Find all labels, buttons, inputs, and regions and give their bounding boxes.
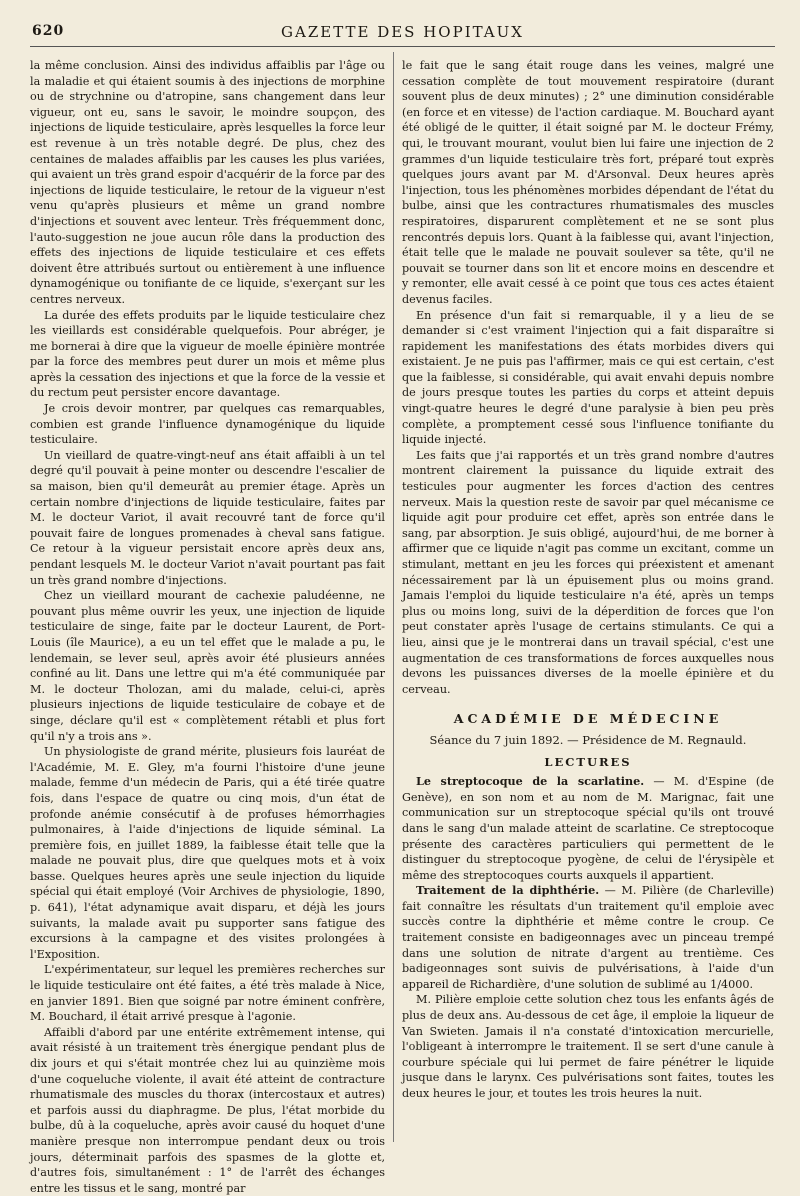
left-column [30,58,385,1196]
paragraph: Un vieillard de quatre-vingt-neuf ans était affaibli à un tel degré qu'il pouvait à peine monter ou descendre l'escalier de sa maison, bien qu'il demeurât au premier étage. Après un certain nombre d'injections de liquide testiculaire, faites par M. le docteur Variot, il avait recouvré tant de force qu'il pouvait faire de longues promenades à cheval sans fatigue. Ce retour à la vigueur persistait encore après deux ans, pendant lesquels M. le docteur Variot n'avait pourtant pas fait un très grand nombre d'injections. [30,448,385,587]
paragraph: Affaibli d'abord par une entérite extrêmement intense, qui avait résisté à un traitement très énergique pendant plus de dix jours et qui s'était montrée chez lui au quinzième mois d'une coqueluche violente, il avait été atteint de contracture rhumatismale des muscles du thorax (intercostaux et autres) et parfois aussi du diaphragme. De plus, l'état morbide du bulbe, dû à la coqueluche, après avoir causé du hoquet d'une manière presque non interrompue pendant deux ou trois jours, déterminait parfois des spasmes de la glotte et, d'autres fois, simultanément : 1° de l'arrêt des échanges entre les tissus et le sang, montré par [30,1025,385,1195]
lecture-paragraph [402,774,774,883]
paragraph: Je crois devoir montrer, par quelques cas remarquables, combien est grande l'influence dynamogénique du liquide testiculaire. [30,402,385,447]
paragraph: Chez un vieillard mourant de cachexie paludéenne, ne pouvant plus même ouvrir les yeux, une injection de liquide testiculaire de singe, faite par le docteur Laurent, de Port-Louis (île Maurice), a eu un tel effet que le malade a pu, le lendemain, se lever seul, après avoir été plusieurs années confiné au lit. Dans une lettre qui m'a été communiquée par M. le docteur Tholozan, ami du malade, celui-ci, après plusieurs injections de liquide testiculaire de cobaye et de singe, déclare qu'il est « complètement rétabli et plus fort qu'il n'y a trois ans ». [30,589,385,743]
session-line: Séance du 7 juin 1892. — Présidence de M. Regnauld. [429,732,747,747]
lecture-title: Traitement de la diphthérie. [416,883,600,898]
page-header [30,20,775,47]
column-divider [393,52,394,1142]
lecture-paragraph [402,883,774,992]
paragraph: Les faits que j'ai rapportés et un très grand nombre d'autres montrent clairement la puissance du liquide extrait des testicules pour augmenter les forces d'action des centres nerveux. Mais la question reste de savoir par quel mécanisme ce liquide agit pour produire cet effet, après son entrée dans le sang, par absorption. Je suis obligé, aujourd'hui, de me borner à affirmer que ce liquide n'agit pas comme un excitant, comme un stimulant, mettant en jeu les forces qui préexistent et amenant nécessairement par là un épuisement plus ou moins grand. Jamais l'emploi du liquide testiculaire n'a été, après un temps plus ou moins long, suivi de la déperdition de forces que l'on peut constater après l'usage de certains stimulants. Ce qui a lieu, ainsi que je le montrerai dans un travail spécial, c'est une augmentation de ces transformations de forces auxquelles nous devons les puissances diverses de la moelle épinière et du cerveau. [402,448,774,696]
lectures-heading: LECTURES [544,754,632,769]
paragraph: Un physiologiste de grand mérite, plusieurs fois lauréat de l'Académie, M. E. Gley, m'a fourni l'histoire d'une jeune malade, femme d'un médecin de Paris, qui a été tirée quatre fois, dans l'espace de quatre ou cinq mois, d'un état de profonde anémie consécutif à de profuses hémorrhagies pulmonaires, à l'aide d'injections de liquide séminal. La première fois, en juillet 1889, la faiblesse était telle que la malade ne pouvait plus, dire que quelques mots et à voix basse. Quelques heures après une seule injection du liquide spécial qui était employé (Voir Archives de physiologie, 1890, p. 641), l'état adynamique avait disparu, et déjà les jours suivants, la malade avait pu supporter sans fatigue des excursions à la campagne et des visites prolongées à l'Exposition. [30,745,385,961]
journal-title: GAZETTE DES HOPITAUX [281,23,524,41]
paragraph: le fait que le sang était rouge dans les veines, malgré une cessation complète de tout mouvement respiratoire (durant souvent plus de deux minutes) ; 2° une diminution considérable (en force et en vitesse) de l'action cardiaque. M. Bouchard ayant été obligé de le quitter, il était soigné par M. le docteur Frémy, qui, le trouvant mourant, voulut bien lui faire une injection de 2 grammes d'un liquide testiculaire très fort, préparé tout exprès quelques jours avant par M. d'Arsonval. Deux heures après l'injection, tous les phénomènes morbides dépendant de l'état du bulbe, ainsi que les contractures rhumatismales des muscles respiratoires, disparurent complètement et ne se sont plus rencontrés depuis lors. Quant à la faiblesse qui, avant l'injection, était telle que le malade ne pouvait soulever sa tête, qu'il ne pouvait se tourner dans son lit et encore moins en descendre et y remonter, elle avait cessé à ce point que tous ces actes étaient devenus faciles. [402,59,774,306]
right-column [402,58,774,1102]
lecture-body: — M. d'Espine (de Genève), en son nom et au nom de M. Marignac, fait une communication sur un streptocoque spécial qu'ils ont trouvé dans le sang d'un malade atteint de scarlatine. Ce streptocoque présente des caractères particuliers qui permettent de le distinguer du streptocoque pyogène, de celui de l'érysipèle et même des streptocoques courts auxquels il appartient. [402,775,774,882]
page-number: 620 [32,23,65,39]
lecture-body: — M. Pilière (de Charleville) fait connaître les résultats d'un traitement qu'il emploie avec succès contre la diphthérie et même contre le croup. Ce traitement consiste en badigeonnages avec un pinceau trempé dans une solution de nitrate d'argent au trentième. Ces badigeonnages sont suivis de pulvérisations, à l'aide d'un appareil de Richardière, d'une solution de sublimé au 1/4000. [402,884,774,991]
section-title: ACADÉMIE DE MÉDECINE [453,711,723,727]
paragraph: En présence d'un fait si remarquable, il y a lieu de se demander si c'est vraiment l'injection qui a fait disparaître si rapidement les manifestations des états morbides divers qui existaient. Je ne puis pas l'affirmer, mais ce qui est certain, c'est que la faiblesse, si considérable, qui avait envahi depuis nombre de jours presque toutes les parties du corps et atteint depuis vingt-quatre heures le degré d'une paralysie à bien peu près complète, a promptement cessé sous l'influence tonifiante du liquide injecté. [402,308,774,447]
paragraph: la même conclusion. Ainsi des individus affaiblis par l'âge ou la maladie et qui étaient soumis à des injections de morphine ou de strychnine ou d'atropine, sans changement dans leur vigueur, ont eu, sans le savoir, le moindre soupçon, des injections de liquide testiculaire, après lesquelles la force leur est revenue à un très notable degré. De plus, chez des centaines de malades affaiblis par les causes les plus variées, qui avaient un très grand espoir d'acquérir de la force par des injections de liquide testiculaire, le retour de la vigueur n'est venu qu'après plusieurs et même un grand nombre d'injections et souvent avec lenteur. Très fréquemment donc, l'auto-suggestion ne joue aucun rôle dans la production des effets des injections de liquide testiculaire et ces effets doivent être attribués surtout ou entièrement à une influence dynamogénique ou tonifiante de ce liquide, s'exerçant sur les centres nerveux. [30,59,385,306]
paragraph: La durée des effets produits par le liquide testiculaire chez les vieillards est considérable quelquefois. Pour abréger, je me bornerai à dire que la vigueur de moelle épinière montrée par la force des membres peut durer un mois et même plus après la cessation des injections et que la force de la vessie et du rectum peut persister encore davantage. [30,308,385,400]
paragraph: L'expérimentateur, sur lequel les premières recherches sur le liquide testiculaire ont été faites, a été très malade à Nice, en janvier 1891. Bien que soigné par notre éminent confrère, M. Bouchard, il était arrivé presque à l'agonie. [30,963,385,1024]
paragraph: M. Pilière emploie cette solution chez tous les enfants âgés de plus de deux ans. Au-dessous de cet âge, il emploie la liqueur de Van Swieten. Jamais il n'a constaté d'intoxication mercurielle, l'obligeant à interrompre le traitement. Il se sert d'une canule à courbure spéciale qui lui permet de faire pénétrer le liquide jusque dans le larynx. Ces pulvérisations sont faites, toutes les deux heures le jour, et toutes les trois heures la nuit. [402,993,774,1100]
lecture-title: Le streptocoque de la scarlatine. [416,774,645,789]
